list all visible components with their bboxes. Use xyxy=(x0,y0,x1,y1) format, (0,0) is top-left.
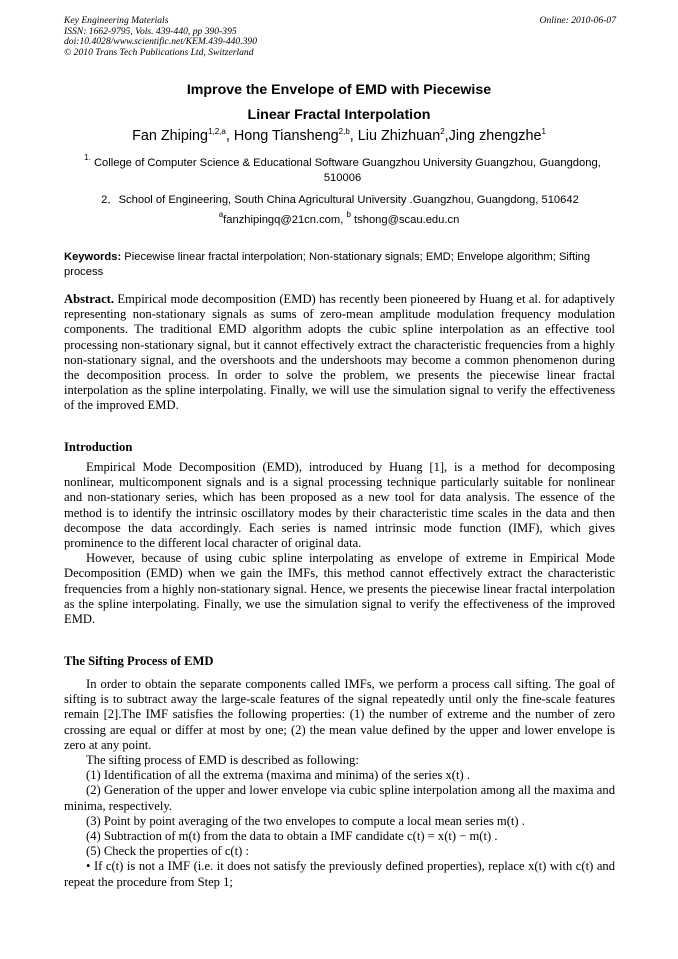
online-date: Online: 2010-06-07 xyxy=(539,15,616,26)
affiliation-1-mark: 1. xyxy=(84,153,91,162)
author-1: Fan Zhiping xyxy=(132,128,209,144)
paper-title-line-2: Linear Fractal Interpolation xyxy=(247,107,431,123)
introduction-paragraph-1: Empirical Mode Decomposition (EMD), introduced by Huang [1], is a method for decomposing nonlinear, multicomponent signals and is a signal processing technique particularly suitable for nonlinear and non-stationary series, which has been proposed as a new tool for data analysis. The essence of the method is to identify the intrinsic oscillatory modes by their characteristic time scales in the data and then decompose the data accordingly. Each series is named intrinsic mode function (IMF), which gives prominence to the different local character of original data. xyxy=(64,460,615,551)
sifting-step-4: (4) Subtraction of m(t) from the data to obtain a IMF candidate c(t) = x(t) − m(t) . xyxy=(86,829,498,844)
abstract xyxy=(64,292,615,414)
sifting-body xyxy=(64,677,615,890)
copyright-line: © 2010 Trans Tech Publications Ltd, Switzerland xyxy=(64,46,254,58)
sifting-bullet-1: • If c(t) is not a IMF (i.e. it does not satisfy the previously defined properties), replace x(t) with c(t) and repeat the procedure from Step 1; xyxy=(64,859,615,889)
abstract-label: Abstract. xyxy=(64,292,115,306)
author-emails xyxy=(0,210,678,226)
affiliation-1 xyxy=(70,153,615,186)
author-list xyxy=(0,128,678,144)
author-4: ,Jing zhengzhe xyxy=(444,128,542,144)
journal-name: Key Engineering Materials xyxy=(64,15,169,26)
author-3: , Liu Zhizhuan xyxy=(349,128,441,144)
abstract-text: Empirical mode decomposition (EMD) has recently been pioneered by Huang et al. for adaptively representing non-stationary signals as sums of zero-mean amplitude modulation frequency modulation components. The traditional EMD algorithm adopts the cubic spline interpolation as an effective tool processing non-stationary signal, but it cannot effectively extract the characteristic frequencies from a highly non-stationary signal, and the overshoots and the undershoots may become a common phenomenon during the decomposition process. In order to solve the problem, we presents the piecewise linear fractal interpolation as the spline interpolating. Finally, we will use the simulation signal to verify the effectiveness of the improved EMD. xyxy=(64,292,615,413)
sifting-paragraph-1: In order to obtain the separate components called IMFs, we perform a process call sifting. The goal of sifting is to subtract away the large-scale features of the signal repeatedly until only the fine-scale features remain [2].The IMF satisfies the following properties: (1) the number of extreme and the number of zero crossing are equal or differ at most by one; (2) the mean value defined by the upper and lower envelope is zero at any point. xyxy=(64,677,615,752)
sifting-step-5: (5) Check the properties of c(t) : xyxy=(86,844,249,859)
sifting-paragraph-2: The sifting process of EMD is described as following: xyxy=(86,753,359,768)
sifting-step-2: (2) Generation of the upper and lower envelope via cubic spline interpolation among all the maxima and minima, respectively. xyxy=(64,783,615,813)
sifting-step-3: (3) Point by point averaging of the two envelopes to compute a local mean series m(t) . xyxy=(86,813,525,828)
affiliation-1-text: College of Computer Science & Educational Software Guangzhou University Guangzhou, Guangdong, 510006 xyxy=(90,157,601,184)
introduction-body xyxy=(64,460,615,627)
introduction-heading: Introduction xyxy=(64,440,133,454)
author-2: , Hong Tiansheng xyxy=(225,128,339,144)
keywords-label: Keywords: xyxy=(64,251,122,263)
sifting-step-1: (1) Identification of all the extrema (maxima and minima) of the series x(t) . xyxy=(86,768,470,783)
doi-line: doi:10.4028/www.scientific.net/KEM.439-440.390 xyxy=(64,36,258,47)
affiliation-2: 2．School of Engineering, South China Agricultural University .Guangzhou, Guangdong, 510642 xyxy=(101,194,579,206)
keywords xyxy=(64,250,615,279)
email-b-mark: b xyxy=(346,210,351,219)
author-2-affil: 2,b xyxy=(338,127,350,136)
email-a: fanzhipingq@21cn.com, xyxy=(223,214,347,226)
issn-line: ISSN: 1662-9795, Vols. 439-440, pp 390-395 xyxy=(64,25,237,37)
email-b: tshong@scau.edu.cn xyxy=(350,214,460,226)
paper-title-line-1: Improve the Envelope of EMD with Piecewise xyxy=(186,82,492,98)
sifting-heading: The Sifting Process of EMD xyxy=(64,654,214,668)
page-header xyxy=(64,16,616,58)
author-4-affil: 1 xyxy=(541,127,546,136)
introduction-paragraph-2: However, because of using cubic spline interpolating as envelope of extreme in Empirical Mode Decomposition (EMD) when we gain the IMFs, this method cannot effectively extract the characteristic frequencies from a highly non-stationary signal. Hence, we presents the piecewise linear fractal interpolation as the spline interpolating. Finally, we use the simulation signal to verify the effectiveness of the improved EMD. xyxy=(64,551,615,627)
email-a-mark: a xyxy=(218,210,224,219)
author-1-affil: 1,2,a xyxy=(208,127,226,136)
author-3-affil: 2 xyxy=(440,127,445,136)
keywords-text: Piecewise linear fractal interpolation; Non-stationary signals; EMD; Envelope algorithm; Sifting process xyxy=(64,251,591,278)
